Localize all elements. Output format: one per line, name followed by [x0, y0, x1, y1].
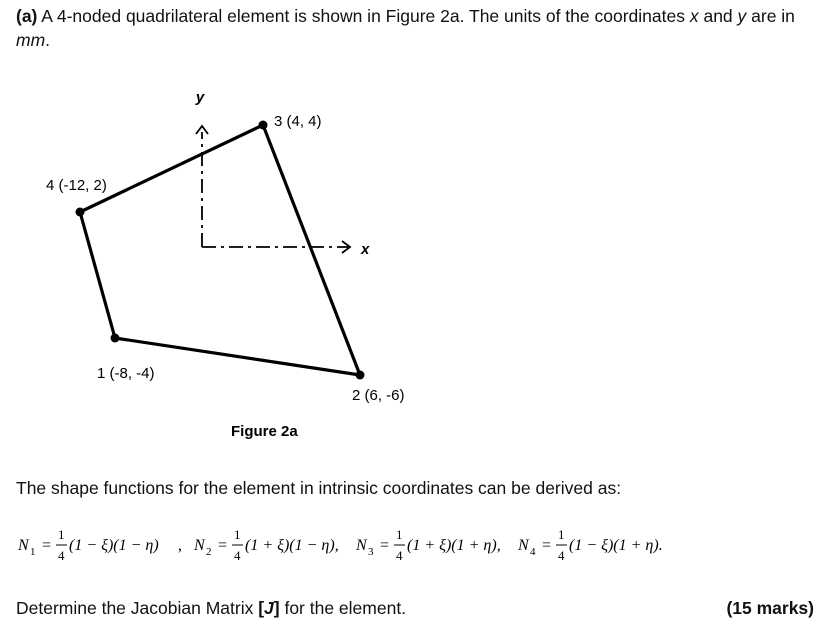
n4-subscript: 4 [530, 546, 536, 558]
n4-frac-den: 4 [558, 548, 565, 563]
n2-symbol: N [194, 537, 205, 554]
node-3-label: 3 (4, 4) [274, 113, 322, 130]
question-text-2: for the element. [279, 598, 407, 618]
n1-subscript: 1 [30, 546, 36, 558]
unit-mm: mm [16, 30, 46, 50]
question-text-1: Determine the Jacobian Matrix [16, 598, 259, 618]
n3-subscript: 3 [368, 546, 374, 558]
shape-functions-intro: The shape functions for the element in intrinsic coordinates can be derived as: [16, 478, 622, 498]
node-2-label: 2 (6, -6) [352, 387, 405, 404]
n1-frac-den: 4 [58, 548, 65, 563]
n2-frac-den: 4 [234, 548, 241, 563]
n3-frac-num: 1 [396, 527, 403, 542]
n1-symbol: N [18, 537, 29, 554]
intro-text-2: and [698, 6, 738, 26]
n3-equals: = [380, 537, 390, 554]
shape-functions-formula [16, 520, 716, 570]
n3-frac-den: 4 [396, 548, 403, 563]
var-y: y [737, 6, 747, 26]
matrix-open-bracket: [ [258, 598, 265, 618]
n1-rhs: (1 − ξ)(1 − η) [69, 537, 159, 554]
intro-text-4: . [45, 30, 51, 50]
n4-symbol: N [518, 537, 529, 554]
node-1-marker [111, 334, 120, 343]
n1-frac-num: 1 [58, 527, 65, 542]
n1-separator: , [178, 537, 182, 554]
n4-rhs: (1 − ξ)(1 + η). [569, 537, 663, 554]
intro-text-3: are in [746, 6, 795, 26]
n4-equals: = [542, 537, 552, 554]
n3-rhs: (1 + ξ)(1 + η), [407, 537, 501, 554]
n2-rhs: (1 + ξ)(1 − η), [245, 537, 339, 554]
intro-text-1: A 4-noded quadrilateral element is shown in Figure 2a. The units of the coordinates [37, 6, 690, 26]
question-text [16, 596, 406, 620]
element-edges [80, 125, 360, 375]
figure-caption: Figure 2a [231, 423, 298, 440]
n2-equals: = [218, 537, 228, 554]
matrix-close-bracket: ] [273, 598, 280, 618]
n2-subscript: 2 [206, 546, 212, 558]
node-1-label: 1 (-8, -4) [97, 365, 155, 382]
marks-label: (15 marks) [726, 598, 814, 618]
node-2-marker [356, 371, 365, 380]
n1-equals: = [42, 537, 52, 554]
var-x: x [689, 6, 699, 26]
n3-symbol: N [356, 537, 367, 554]
n4-frac-num: 1 [558, 527, 565, 542]
node-4-label: 4 (-12, 2) [46, 177, 107, 194]
axis-y-label: y [195, 89, 205, 106]
node-3-marker [259, 121, 268, 130]
part-label: (a) [16, 6, 38, 26]
jacobian-symbol: J [264, 598, 274, 618]
n2-frac-num: 1 [234, 527, 241, 542]
formula-svg [16, 520, 716, 570]
node-4-marker [76, 208, 85, 217]
axis-x-label: x [361, 241, 370, 258]
